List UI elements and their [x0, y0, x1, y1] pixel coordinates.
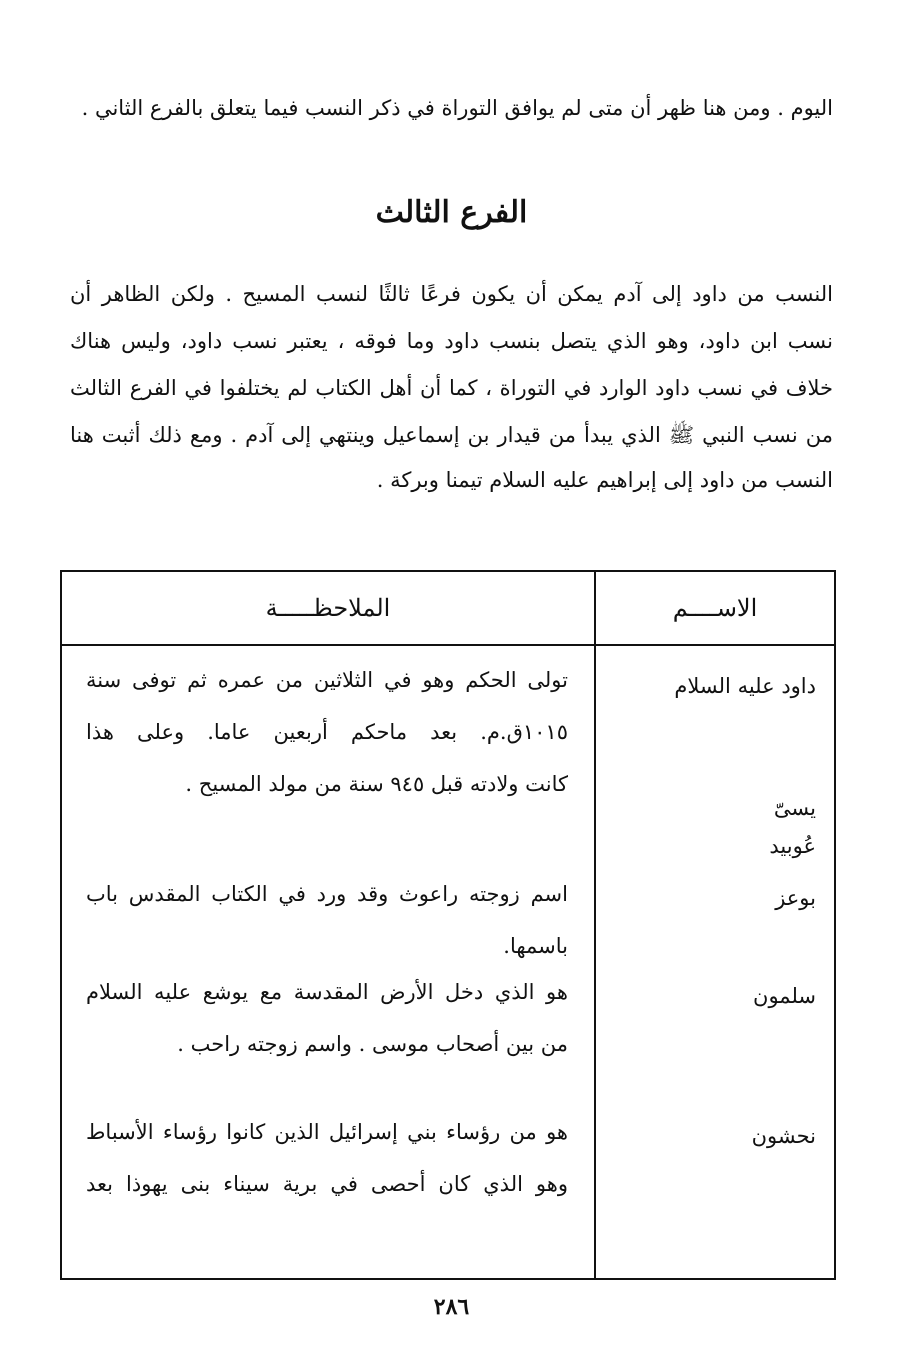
- genealogy-table: [60, 570, 836, 1280]
- note-nahshun: [86, 1106, 568, 1210]
- note-line: كانت ولادته قبل ٩٤٥ سنة من مولد المسيح .: [185, 772, 568, 796]
- name-buaz: بوعز: [775, 886, 816, 910]
- name-dawud: داود عليه السلام: [674, 674, 816, 698]
- notes-column: [61, 645, 595, 1279]
- intro-text-line: اليوم . ومن هنا ظهر أن متى لم يوافق التوراة في ذكر النسب فيما يتعلق بالفرع الثاني .: [81, 96, 833, 120]
- note-line: من بين أصحاب موسى . واسم زوجته راحب .: [177, 1032, 568, 1056]
- note-line: هو الذي دخل الأرض المقدسة مع يوشع عليه السلام: [86, 980, 568, 1004]
- note-line: وهو الذي كان أحصى في برية سيناء بنى يهوذا بعد: [86, 1172, 568, 1196]
- note-salmun: [86, 966, 568, 1070]
- page-number: ٢٨٦: [433, 1294, 470, 1320]
- header-name: الاســــم: [595, 571, 835, 645]
- table-body-row: [61, 645, 835, 1279]
- names-column: [595, 645, 835, 1279]
- note-dawud: [86, 654, 568, 810]
- paragraph-line-1: النسب من داود إلى آدم يمكن أن يكون فرعًا ثالثًا لنسب المسيح . ولكن الظاهر أن: [70, 282, 833, 306]
- name-nahshun: نحشون: [751, 1124, 816, 1148]
- note-line: تولى الحكم وهو في الثلاثين من عمره ثم توفى سنة: [86, 668, 568, 692]
- table-header-row: [61, 571, 835, 645]
- name-ubayd: عُوبيد: [769, 834, 816, 858]
- note-line: اسم زوجته راعوث وقد ورد في الكتاب المقدس باب: [86, 882, 568, 906]
- note-line: هو من رؤساء بني إسرائيل الذين كانوا رؤساء الأسباط: [86, 1120, 568, 1144]
- paragraph-line-5: النسب من داود إلى إبراهيم عليه السلام تيمنا وبركة .: [376, 468, 833, 492]
- paragraph-line-4: من نسب النبي ﷺ الذي يبدأ من قيدار بن إسماعيل وينتهي إلى آدم . ومع ذلك أثبت هنا: [70, 423, 833, 447]
- section-heading: الفرع الثالث: [375, 195, 528, 230]
- paragraph-line-2: نسب ابن داود، وهو الذي يتصل بنسب داود وما فوقه ، يعتبر نسب داود، وليس هناك: [70, 329, 833, 353]
- paragraph-line-3: خلاف في نسب داود الوارد في التوراة ، كما أن أهل الكتاب لم يختلفوا في الفرع الثالث: [70, 376, 833, 400]
- note-line: ١٠١٥ق.م. بعد ماحكم أربعين عاما. وعلى هذا: [86, 720, 568, 744]
- note-line: باسمها.: [503, 934, 568, 958]
- note-buaz: [86, 868, 568, 972]
- name-salmun: سلمون: [753, 984, 816, 1008]
- header-note: الملاحظـــــة: [61, 571, 595, 645]
- name-yassa: يسىّ: [773, 796, 816, 820]
